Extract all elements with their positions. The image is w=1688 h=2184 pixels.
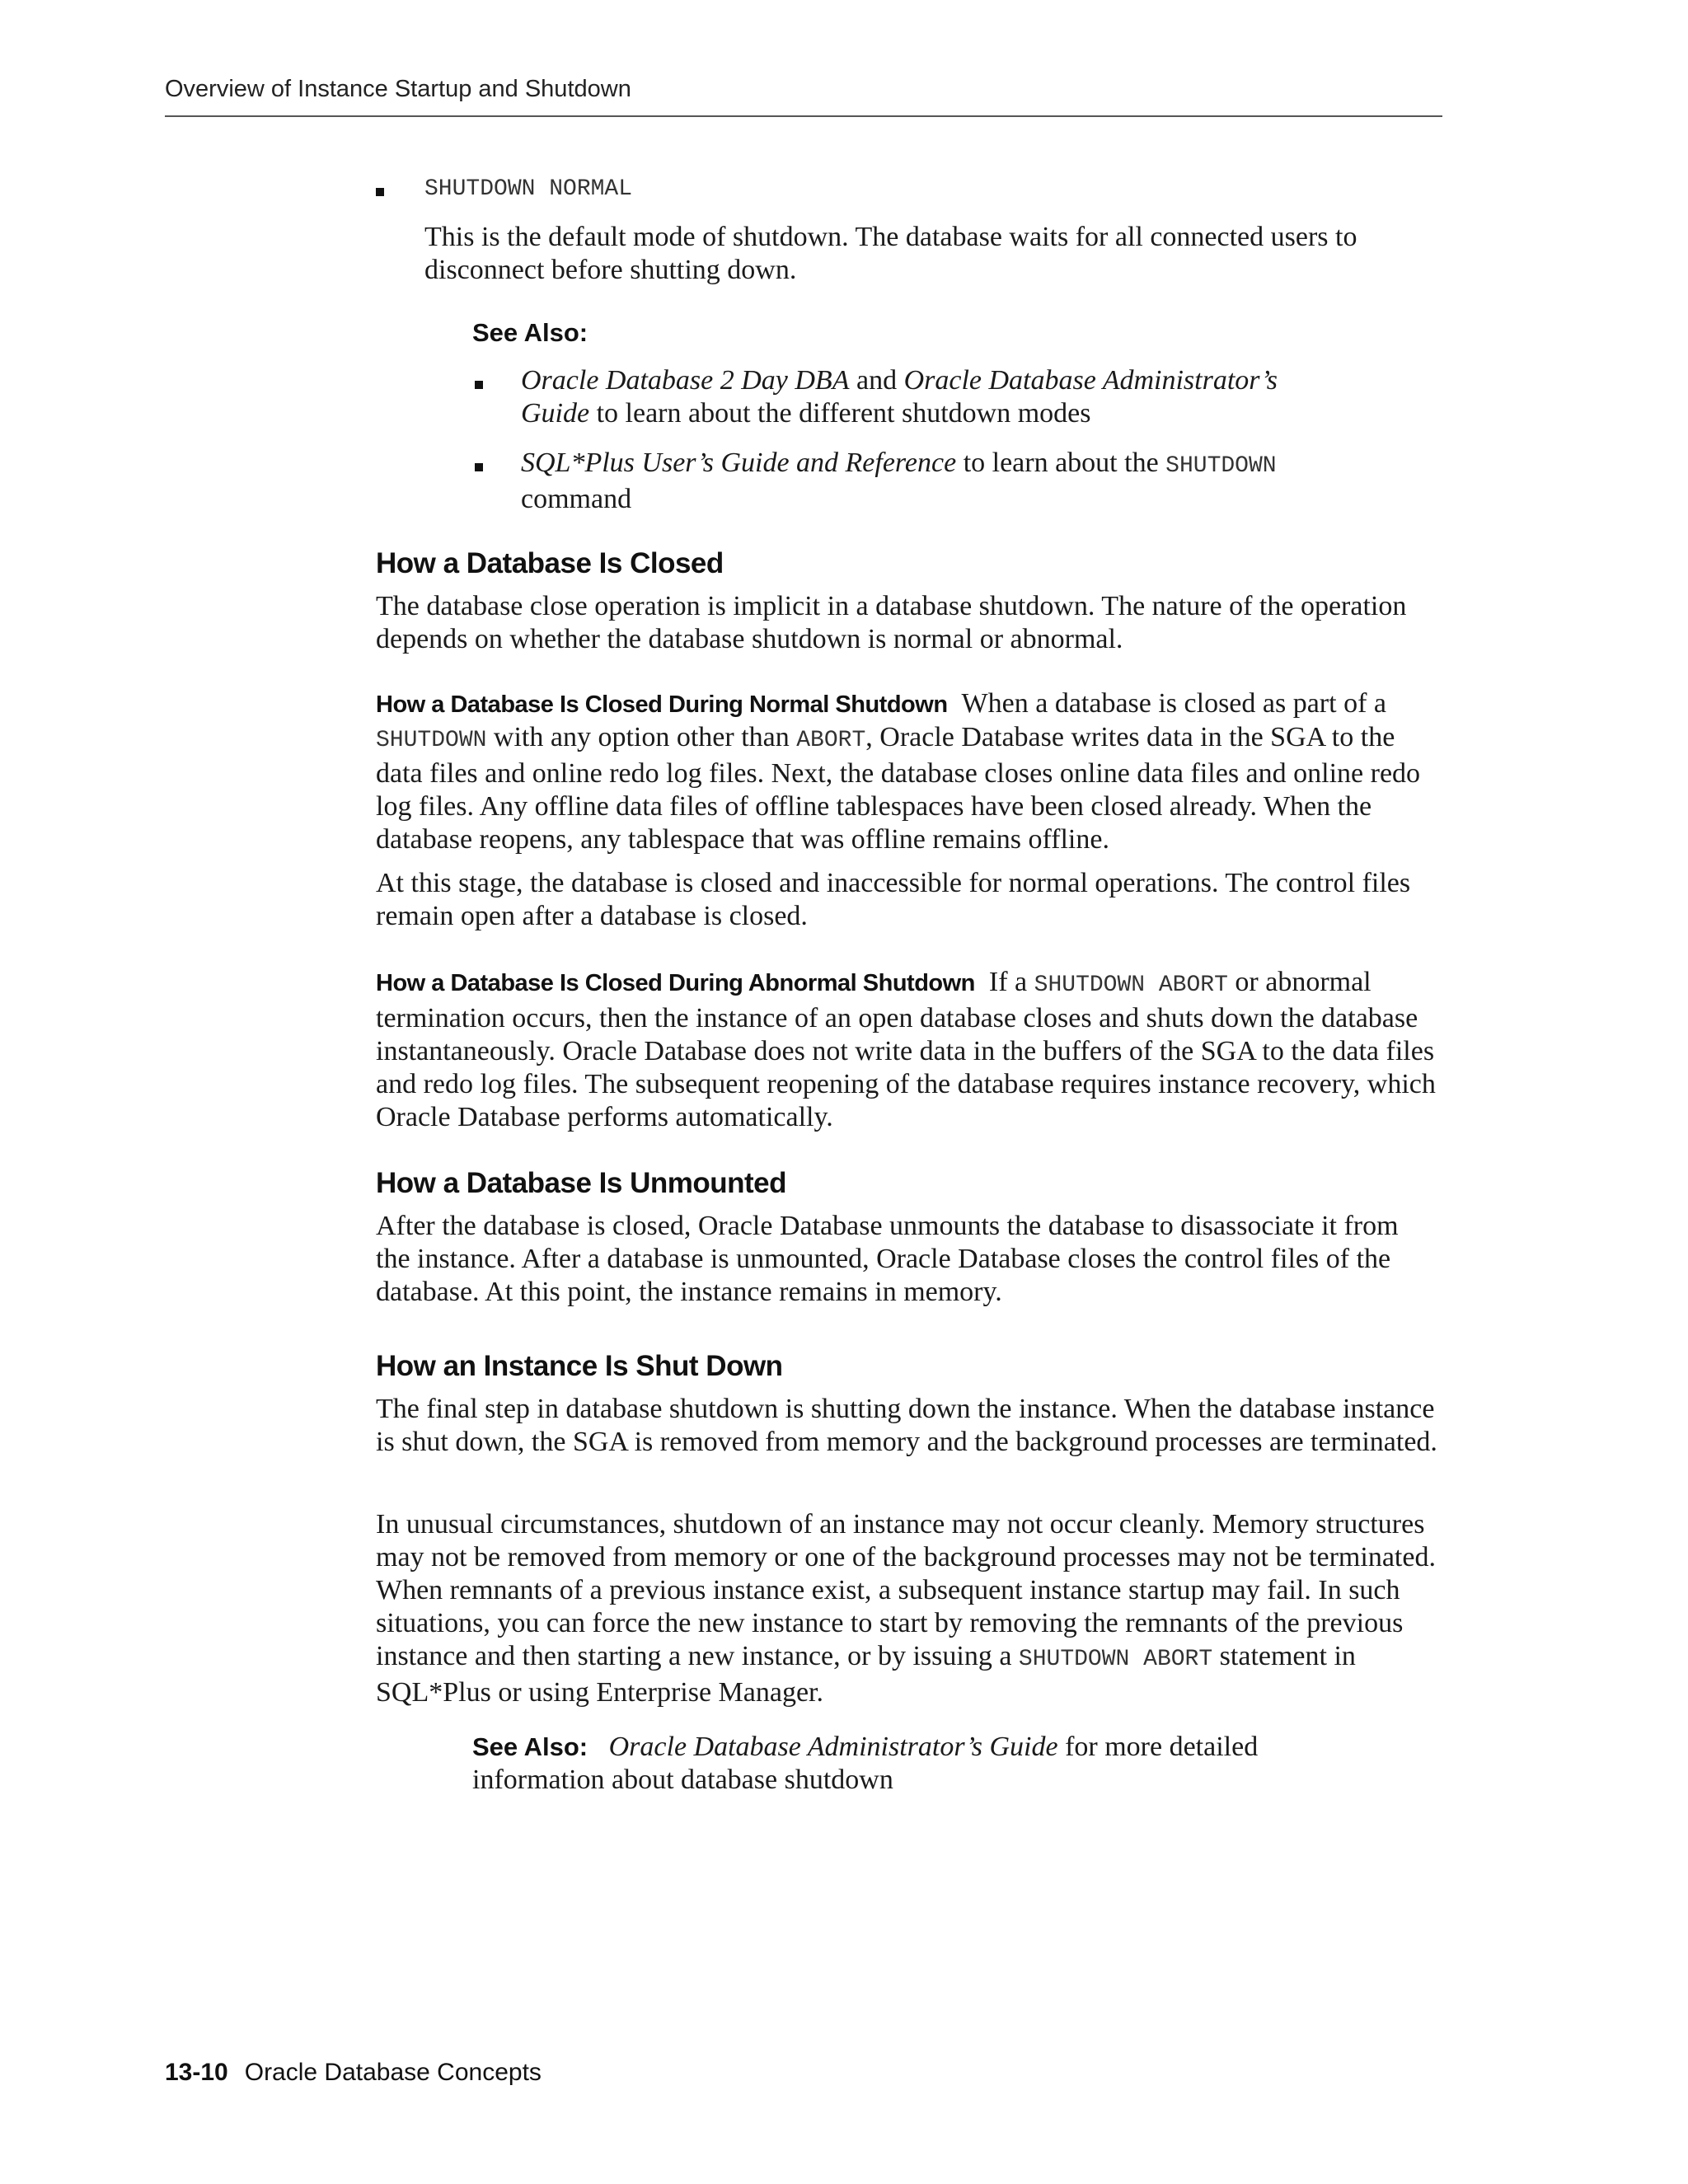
text: statement in SQL*Plus or using Enterprise Manager. [376, 1641, 1356, 1708]
text: with any option other than [486, 722, 797, 752]
code-shutdown-abort: SHUTDOWN ABORT [1034, 972, 1228, 998]
instance-shutdown-p2 [376, 1508, 1439, 1709]
unmounted-text: After the database is closed, Oracle Database unmounts the database to disassociate it from the instance. After a database is unmounted, Oracle Database closes the control files of the database. At this point, the instance remains in memory. [376, 1211, 1399, 1307]
closed-intro: The database close operation is implicit in a database shutdown. The nature of the operation depends on whether the database shutdown is normal or abnormal. [376, 591, 1407, 654]
see-also-label: See Also: [472, 318, 588, 347]
bullet-icon [376, 188, 384, 196]
see-also-2 [472, 1731, 1321, 1797]
bullet-icon [475, 463, 483, 471]
text: , Oracle Database writes data in the SGA to the data files and online redo log files. Next, the database closes online data files and online redo log files. Any offline data files of offline tablespaces have been closed already. When the database reopens, any tablespace that was offline remains offline. [376, 722, 1421, 855]
ref-sqlplus-guide[interactable]: SQL*Plus User’s Guide and Reference [521, 448, 957, 478]
code-shutdown: SHUTDOWN [376, 728, 487, 753]
text: or abnormal termination occurs, then the instance of an open database closes and shuts down the database instantaneously. Oracle Database does not write data in the buffers of the SGA to the data files and redo log files. The subsequent reopening of the database requires instance recovery, which Oracle Database performs automatically. [376, 967, 1436, 1132]
see-also-item-1 [521, 364, 1312, 430]
closed-normal-paragraph [376, 687, 1439, 856]
ref-2-day-dba[interactable]: Oracle Database 2 Day DBA [521, 365, 850, 396]
page-footer [165, 2059, 542, 2087]
text-and: and [849, 365, 904, 396]
closed-stage-paragraph: At this stage, the database is closed and inaccessible for normal operations. The control files remain open after a database is closed. [376, 868, 1411, 931]
ref-admin-guide[interactable]: Oracle Database Administrator’s Guide [608, 1732, 1058, 1762]
page-number: 13-10 [165, 2059, 228, 2086]
closed-abnormal-paragraph [376, 966, 1439, 1134]
text-rest: command [521, 484, 632, 514]
ref-admin-guide[interactable]: Oracle Database Administrator’s Guide [521, 365, 1278, 429]
heading-database-closed: How a Database Is Closed [376, 547, 724, 579]
text-rest: for more detailed information about database shutdown [472, 1732, 1259, 1795]
text: When a database is closed as part of a [961, 688, 1386, 719]
code-shutdown: SHUTDOWN [1165, 453, 1277, 479]
text-mid: to learn about the [956, 448, 1166, 478]
see-also-item-2 [521, 447, 1312, 516]
instance-shutdown-p1: The final step in database shutdown is shutting down the instance. When the database instance is shut down, the SGA is removed from memory and the background processes are terminated. [376, 1394, 1437, 1457]
code-shutdown-abort: SHUTDOWN ABORT [1018, 1647, 1213, 1672]
heading-instance-shut-down: How an Instance Is Shut Down [376, 1350, 783, 1382]
bullet-icon [475, 381, 483, 389]
runin-normal-shutdown: How a Database Is Closed During Normal Shutdown [376, 691, 948, 718]
runin-abnormal-shutdown: How a Database Is Closed During Abnormal Shutdown [376, 970, 975, 996]
text-rest: to learn about the different shutdown modes [589, 398, 1091, 429]
shutdown-normal-label: SHUTDOWN NORMAL [424, 176, 633, 202]
footer-book-title: Oracle Database Concepts [244, 2059, 542, 2086]
text: If a [988, 967, 1034, 997]
heading-database-unmounted: How a Database Is Unmounted [376, 1167, 786, 1199]
shutdown-normal-text: This is the default mode of shutdown. The database waits for all connected users to disconnect before shutting down. [424, 222, 1357, 285]
header-rule [165, 115, 1442, 117]
code-abort: ABORT [796, 728, 866, 753]
see-also-label: See Also: [472, 1732, 588, 1761]
text: In unusual circumstances, shutdown of an instance may not occur cleanly. Memory structures may not be removed from memory or one of the background processes may not be terminated. When remnants of a previous instance exist, a subsequent instance startup may fail. In such situations, you can force the new instance to start by removing the remnants of the previous instance and then starting a new instance, or by issuing a [376, 1509, 1436, 1671]
running-header: Overview of Instance Startup and Shutdown [165, 76, 631, 102]
